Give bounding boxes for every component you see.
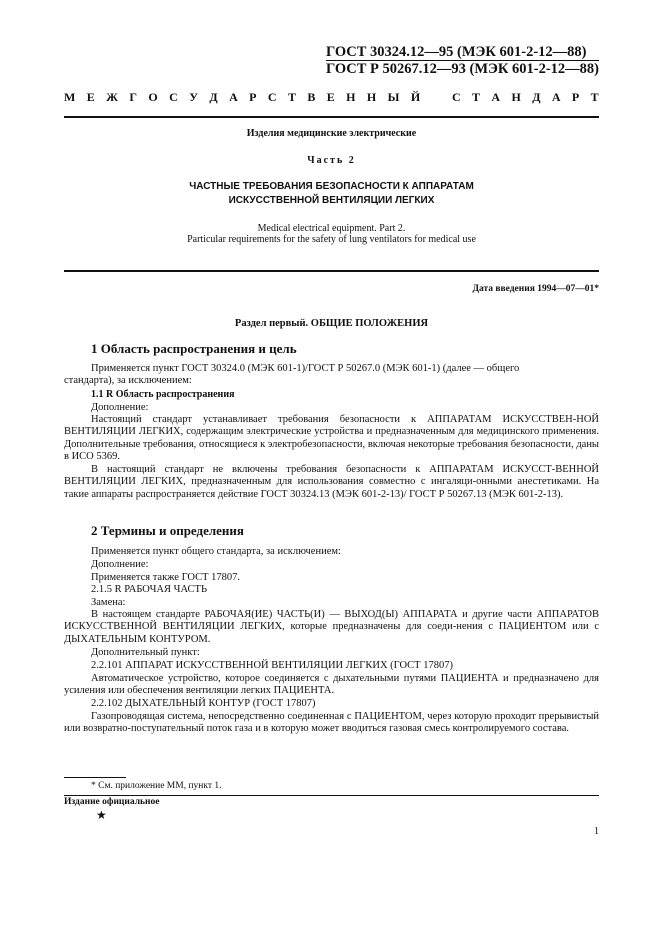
- footnote: * См. приложение ММ, пункт 1.: [91, 781, 222, 791]
- terms-paragraph-3: [64, 711, 599, 736]
- banner-letter: Ы: [387, 90, 400, 104]
- terms-text-1: В настоящем стандарте РАБОЧАЯ(ИЕ) ЧАСТЬ(И) — ВЫХОД(Ы) АППАРАТА и другие части АППАРАТОВ ИСКУССТВЕННОЙ ВЕНТИЛЯЦИИ ЛЕГКИХ, которые предназначены для соеди-нения с ПАЦИЕНТОМ или с ДЫХАТЕЛЬНЫМ КОНТУРОМ.: [64, 609, 599, 645]
- banner-letter: Й: [410, 90, 421, 104]
- terms-paragraph-2: [64, 673, 599, 698]
- edition-rule: [64, 795, 599, 796]
- scope-paragraph-3: [64, 464, 599, 501]
- terms-line-3: Применяется также ГОСТ 17807.: [91, 572, 241, 583]
- header-rule: [64, 116, 599, 118]
- document-part: Часть 2: [307, 155, 356, 166]
- banner-letter: У: [189, 90, 199, 104]
- banner-letter: О: [148, 90, 158, 104]
- banner-letter: Н: [511, 90, 521, 104]
- banner-letter: С: [451, 90, 461, 104]
- banner-letter: Н: [346, 90, 356, 104]
- banner-letter: А: [491, 90, 501, 104]
- terms-line-2: Дополнение:: [91, 559, 149, 570]
- banner-letter: А: [229, 90, 238, 104]
- star-icon: ★: [96, 808, 107, 822]
- scope-text-b: стандарта), за исключением:: [64, 375, 192, 387]
- scope-paragraph-1: [64, 363, 599, 388]
- terms-line-1: Применяется пункт общего стандарта, за исключением:: [91, 546, 341, 557]
- banner-letter: А: [551, 90, 561, 104]
- english-line-2: Particular requirements for the safety of lung ventilators for medical use: [187, 234, 476, 245]
- gost-designation: [326, 44, 599, 77]
- interstate-standard-banner: [64, 90, 599, 105]
- banner-letter: Н: [366, 90, 377, 104]
- banner-letter: С: [267, 90, 277, 104]
- terms-line-4: 2.1.5 R РАБОЧАЯ ЧАСТЬ: [91, 584, 207, 595]
- gost-line-1: ГОСТ 30324.12—95 (МЭК 601-2-12—88): [326, 44, 599, 61]
- terms-paragraph-1: [64, 609, 599, 646]
- document-title: [64, 180, 599, 208]
- banner-letter: [432, 90, 441, 105]
- banner-letter: Е: [326, 90, 335, 104]
- footnote-rule: [64, 777, 126, 778]
- banner-letter: Р: [249, 90, 257, 104]
- banner-letter: Т: [472, 90, 481, 104]
- section-title: Раздел первый. ОБЩИЕ ПОЛОЖЕНИЯ: [234, 318, 429, 329]
- banner-letter: В: [307, 90, 316, 104]
- english-line-1: Medical electrical equipment. Part 2.: [257, 223, 406, 234]
- date-of-introduction: Дата введения 1994—07—01*: [472, 284, 599, 294]
- heading-scope: 1 Область распространения и цель: [91, 341, 297, 356]
- scope-text-a: Применяется пункт ГОСТ 30324.0 (МЭК 601-1)/ГОСТ Р 50267.0 (МЭК 601-1) (далее — общего: [91, 363, 520, 374]
- banner-letter: Е: [86, 90, 95, 104]
- banner-letter: С: [169, 90, 178, 104]
- subclause-1-1: 1.1 R Область распространения: [91, 389, 235, 400]
- title-line-2: ИСКУССТВЕННОЙ ВЕНТИЛЯЦИИ ЛЕГКИХ: [228, 195, 435, 206]
- terms-line-8: 2.2.102 ДЫХАТЕЛЬНЫЙ КОНТУР (ГОСТ 17807): [91, 698, 316, 709]
- heading-terms: 2 Термины и определения: [91, 523, 244, 538]
- official-edition: Издание официальное: [64, 797, 160, 807]
- banner-letter: Д: [532, 90, 541, 104]
- terms-line-7: 2.2.101 АППАРАТ ИСКУССТВЕННОЙ ВЕНТИЛЯЦИИ ЛЕГКИХ (ГОСТ 17807): [91, 660, 453, 671]
- page-number: 1: [594, 826, 599, 837]
- scope-paragraph-2: [64, 414, 599, 464]
- banner-letter: Г: [129, 90, 138, 104]
- document-subtitle: Изделия медицинские электрические: [246, 128, 417, 139]
- scope-text-3: В настоящий стандарт не включены требования безопасности к АППАРАТАМ ИСКУССТ-ВЕННОЙ ВЕНТИЛЯЦИИ ЛЕГКИХ, предназначенным для использования совместно с ингаляци-онными анестетиками. На такие аппараты распространяется действие ГОСТ 30324.13 (МЭК 601-2-13)/ ГОСТ Р 50267.13 (МЭК 601-2-13).: [64, 464, 599, 500]
- banner-letter: М: [64, 90, 76, 104]
- title-line-1: ЧАСТНЫЕ ТРЕБОВАНИЯ БЕЗОПАСНОСТИ К АППАРАТАМ: [189, 181, 474, 192]
- banner-letter: Ж: [106, 90, 118, 104]
- banner-letter: Т: [590, 90, 599, 104]
- terms-text-2: Автоматическое устройство, которое соединяется с дыхательными путями ПАЦИЕНТА и предназначено для усиления или обеспечения вентиляции легких ПАЦИЕНТА.: [64, 673, 599, 697]
- terms-line-5: Замена:: [91, 597, 126, 608]
- terms-text-3: Газопроводящая система, непосредственно соединенная с ПАЦИЕНТОМ, через которую проходит прерывистый или возвратно-поступательный поток газа и в которую может вводиться газовая смесь контролируемого состава.: [64, 711, 599, 735]
- gost-line-2: ГОСТ Р 50267.12—93 (МЭК 601-2-12—88): [325, 61, 599, 77]
- title-rule: [64, 270, 599, 272]
- terms-line-6: Дополнительный пункт:: [91, 647, 200, 658]
- addition-label-1: Дополнение:: [91, 402, 149, 413]
- banner-letter: Д: [209, 90, 218, 104]
- banner-letter: Т: [287, 90, 296, 104]
- banner-letter: Р: [571, 90, 580, 104]
- scope-text-2: Настоящий стандарт устанавливает требования безопасности к АППАРАТАМ ИСКУССТВЕН-НОЙ ВЕНТИЛЯЦИИ ЛЕГКИХ, содержащим электрические устройства и предназначенным для медицинского применения. Дополнительные требования, относящиеся к электробезопасности, включая некоторые требования безопасности, даны в ИСО 5369.: [64, 414, 599, 463]
- english-title: [64, 223, 599, 245]
